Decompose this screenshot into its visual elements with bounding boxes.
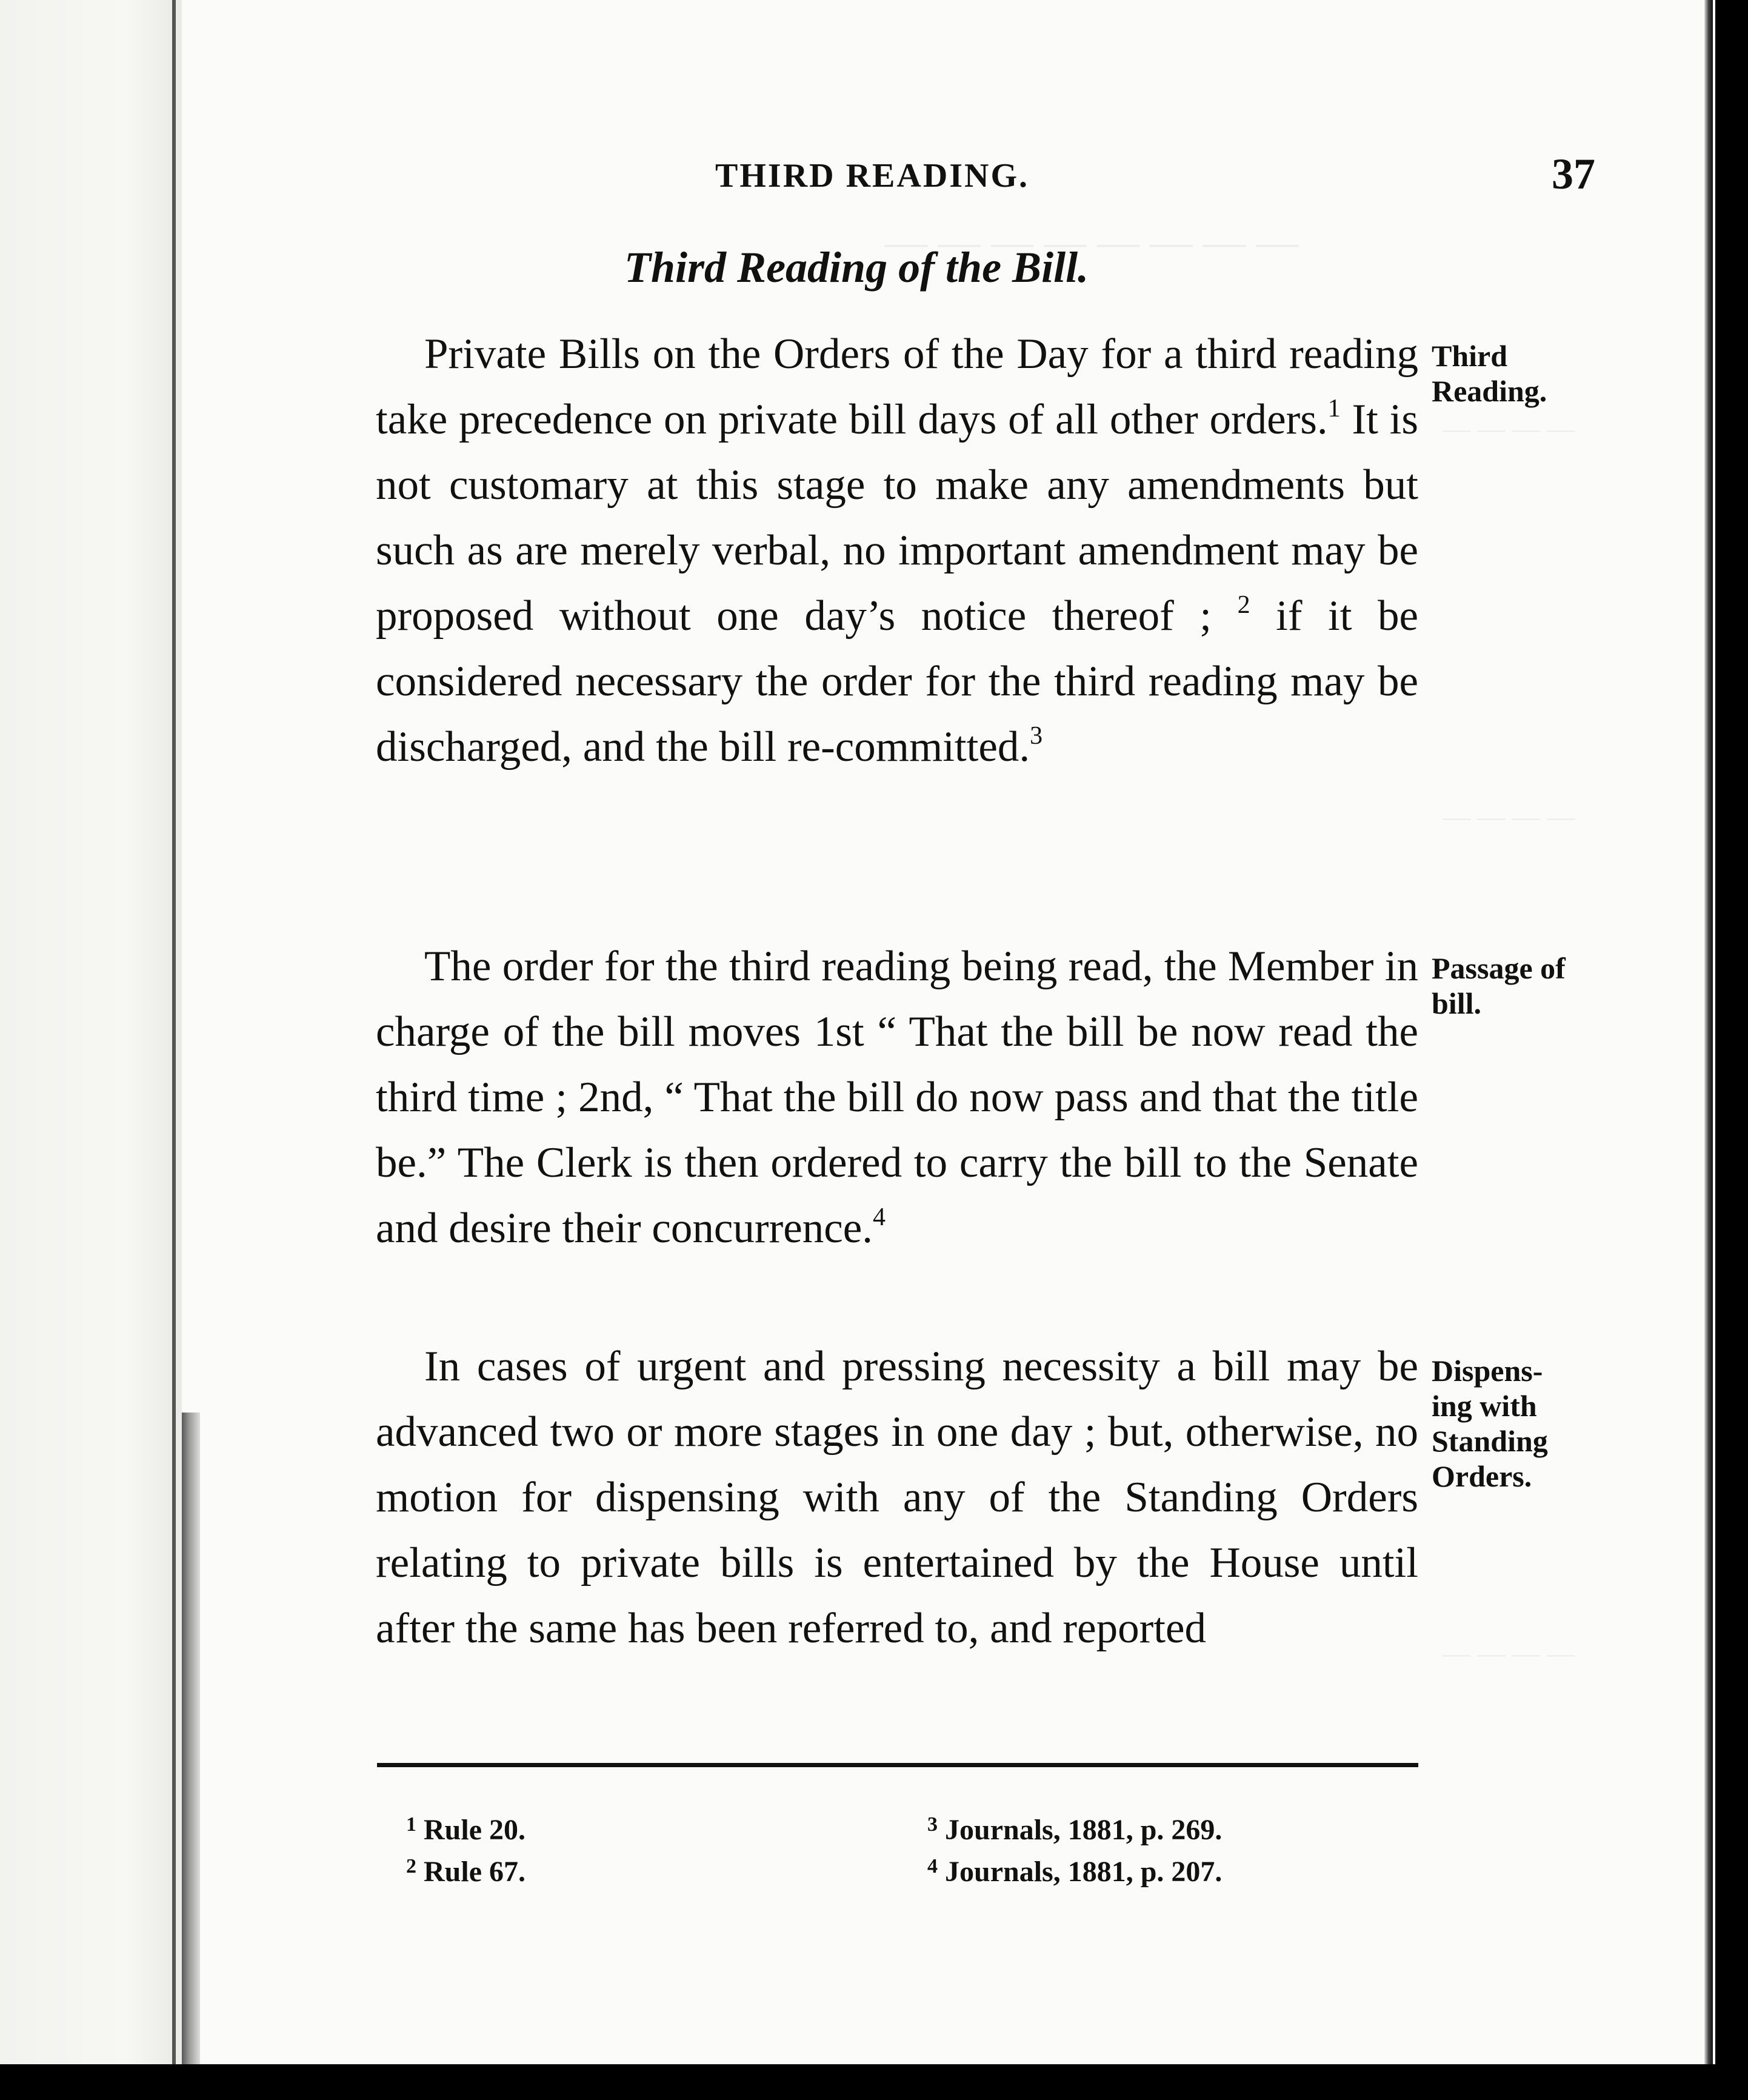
footnote-ref: 4	[873, 1203, 886, 1231]
margin-note-third-reading	[1432, 338, 1547, 409]
bleed-through-1: — — — — — — — —	[885, 219, 1299, 266]
footnote-text: Rule 20.	[424, 1814, 525, 1846]
paragraph-text: Private Bills on the Orders of the Day for a third reading take precedence on private bill days of all other orders.	[376, 330, 1418, 443]
footnotes-left-column	[406, 1807, 867, 1890]
footnote	[927, 1848, 1388, 1890]
margin-note-line: Orders.	[1432, 1459, 1532, 1493]
bleed-through-3: — — — —	[1443, 801, 1575, 832]
footnote-mark: 1	[406, 1813, 416, 1836]
paragraph-text: It is not customary at this stage to make any amendments but such as are merely verbal, no important amendment may be proposed without one day’s notice thereof ;	[376, 396, 1418, 640]
footnote-mark: 3	[927, 1813, 938, 1836]
bleed-through-4: — — — —	[1443, 1637, 1575, 1668]
margin-note-line: Reading.	[1432, 374, 1547, 408]
footnotes-right-column	[927, 1807, 1388, 1890]
paragraph-third-reading	[376, 321, 1418, 780]
bleed-through-2: — — — —	[1443, 413, 1575, 444]
footnote-ref: 2	[1237, 591, 1250, 619]
margin-note-line: Third	[1432, 339, 1508, 373]
footnote-ref: 1	[1327, 395, 1341, 423]
paragraph-dispensing	[376, 1334, 1418, 1661]
margin-note-line: Dispens-	[1432, 1354, 1543, 1388]
footnote	[406, 1848, 867, 1890]
margin-note-dispensing	[1432, 1353, 1548, 1494]
footnote-text: Journals, 1881, p. 207.	[945, 1856, 1223, 1888]
section-title: Third Reading of the Bill.	[624, 243, 1089, 292]
scan-border-bottom	[0, 2064, 1748, 2100]
margin-note-line: Passage of	[1432, 951, 1566, 985]
footnote-text: Rule 67.	[424, 1856, 525, 1888]
margin-note-passage	[1432, 951, 1566, 1021]
page-edge-right	[1704, 0, 1713, 2064]
paragraph-text: if it be considered necessary the order for the third reading may be discharged, and the bill re-committed.	[376, 592, 1419, 771]
gutter-rule	[172, 0, 176, 2064]
margin-note-line: Standing	[1432, 1424, 1548, 1458]
paragraph-text: In cases of urgent and pressing necessity a bill may be advanced two or more stages in one day ; but, otherwise, no motion for dispensing with any of the Standing Orders relating to private bills is entertained by the House until after the same has been referred to, and reported	[376, 1343, 1418, 1652]
footnote-mark: 4	[927, 1855, 938, 1878]
footnote	[927, 1807, 1388, 1848]
margin-note-line: ing with	[1432, 1389, 1537, 1423]
paragraph-text: The order for the third reading being read, the Member in charge of the bill moves 1st “ That the bill be now read the third time ; 2nd, “ That the bill do now pass and that the title be.” The Clerk is then ordered to carry the bill to the Senate and desire their concurrence.	[376, 943, 1418, 1252]
page-number: 37	[1552, 150, 1595, 198]
footnote-rule	[377, 1763, 1418, 1767]
paragraph-passage	[376, 934, 1418, 1261]
running-head: THIRD READING.	[715, 157, 1030, 195]
left-page-gutter	[0, 0, 182, 2064]
footnote	[406, 1807, 867, 1848]
margin-note-line: bill.	[1432, 986, 1481, 1020]
gutter-shadow	[182, 1413, 200, 2064]
footnote-text: Journals, 1881, p. 269.	[945, 1814, 1223, 1846]
footnote-ref: 3	[1030, 722, 1043, 750]
footnote-mark: 2	[406, 1855, 416, 1878]
